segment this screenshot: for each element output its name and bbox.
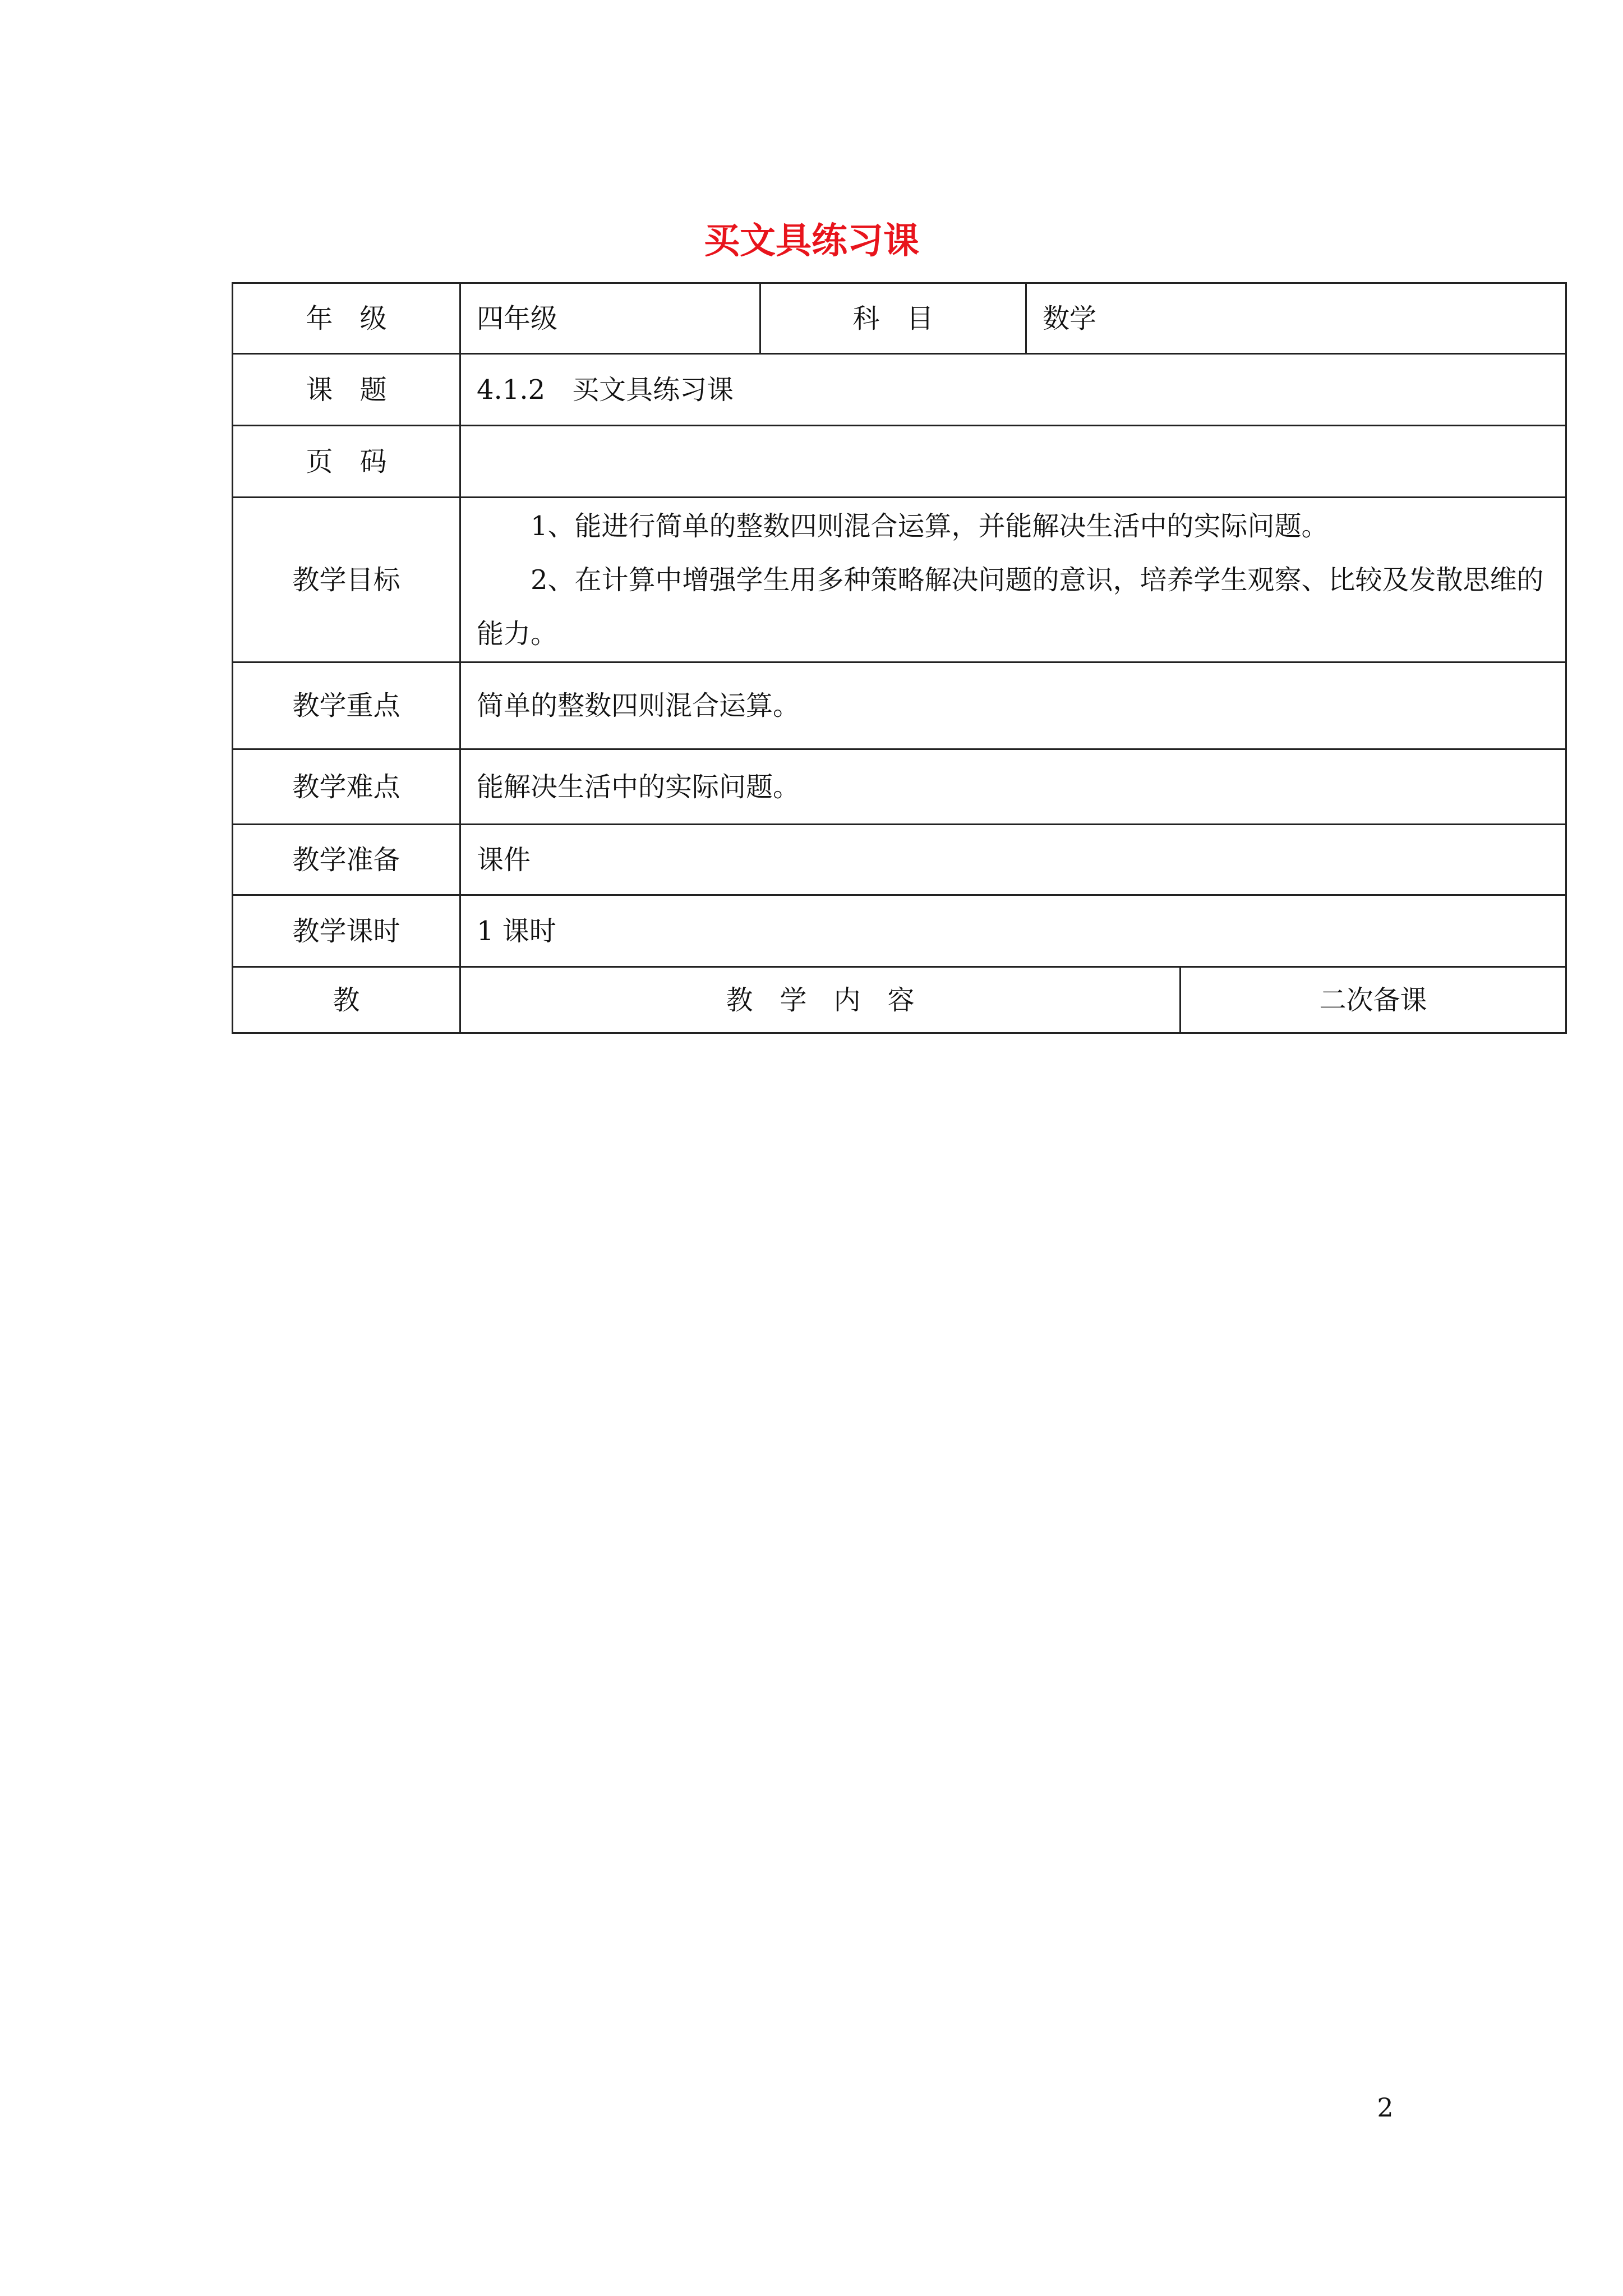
- lesson-plan-table: [232, 282, 1567, 1034]
- row-hours: [233, 895, 1566, 967]
- key-points-value: 简单的整数四则混合运算。: [460, 662, 1566, 749]
- row-prep: [233, 825, 1566, 895]
- grade-value: 四年级: [460, 283, 760, 354]
- key-points-label: 教学重点: [233, 662, 460, 749]
- row-goals: [233, 498, 1566, 662]
- page-label: 页 码: [233, 426, 460, 498]
- hours-label: 教学课时: [233, 895, 460, 967]
- document-title: 买文具练习课: [704, 220, 919, 262]
- row-content-header: [233, 967, 1566, 1033]
- row-difficulties: [233, 749, 1566, 825]
- goals-label: 教学目标: [233, 498, 460, 662]
- row-grade-subject: [233, 283, 1566, 354]
- row-key-points: [233, 662, 1566, 749]
- content-header: 教 学 内 容: [460, 967, 1181, 1033]
- process-label: 教: [233, 967, 460, 1033]
- subject-value: 数学: [1026, 283, 1566, 354]
- hours-value: 1 课时: [460, 895, 1566, 967]
- topic-value: 4.1.2 买文具练习课: [460, 354, 1566, 426]
- goals-content: [460, 498, 1566, 662]
- row-page: [233, 426, 1566, 498]
- difficulties-value: 能解决生活中的实际问题。: [460, 749, 1566, 825]
- row-topic: [233, 354, 1566, 426]
- page-number: 2: [1377, 2092, 1394, 2123]
- revision-header: 二次备课: [1181, 967, 1566, 1033]
- grade-label: 年 级: [233, 283, 460, 354]
- subject-label: 科 目: [760, 283, 1026, 354]
- goal-item-1: 1、能进行简单的整数四则混合运算，并能解决生活中的实际问题。: [531, 510, 1329, 542]
- topic-label: 课 题: [233, 354, 460, 426]
- difficulties-label: 教学难点: [233, 749, 460, 825]
- goal-item-2: 2、在计算中增强学生用多种策略解决问题的意识，培养学生观察、比较及发散思维的能力。: [477, 564, 1544, 650]
- prep-value: 课件: [460, 825, 1566, 895]
- prep-label: 教学准备: [233, 825, 460, 895]
- page-value: [460, 426, 1566, 498]
